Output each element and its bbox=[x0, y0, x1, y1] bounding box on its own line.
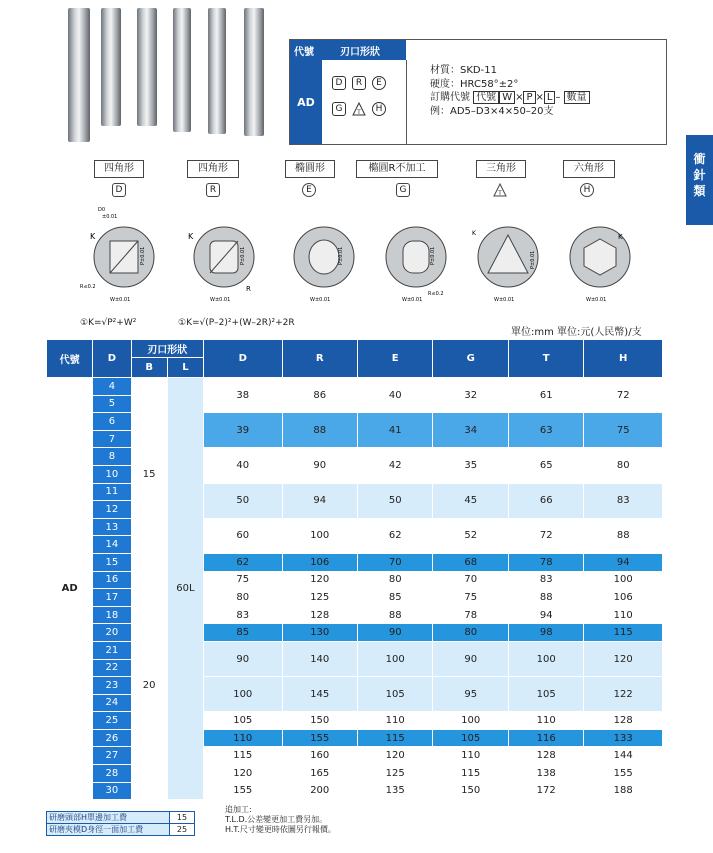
d-cell: 27 bbox=[93, 747, 131, 765]
price-cell-r: 165 bbox=[282, 765, 357, 783]
header-b: B bbox=[131, 358, 167, 378]
price-cell-r: 128 bbox=[282, 606, 357, 624]
price-cell-e: 85 bbox=[357, 589, 432, 607]
diagram-square-d bbox=[80, 205, 170, 310]
svg-text:T: T bbox=[498, 190, 502, 197]
price-cell-g: 45 bbox=[433, 483, 508, 518]
d-cell: 30 bbox=[93, 782, 131, 800]
price-cell-t: 94 bbox=[508, 606, 583, 624]
price-cell-h: 155 bbox=[584, 765, 663, 783]
d-cell: 14 bbox=[93, 536, 131, 554]
category-tab[interactable] bbox=[686, 135, 713, 225]
d-cell: 12 bbox=[93, 501, 131, 519]
diagram-ellipse-e bbox=[280, 205, 370, 310]
extra-processing-note: 追加工: T.L.D.公差變更加工費另加。 H.T.尺寸變更時依圖另行報價。 bbox=[225, 805, 336, 834]
header-col-h: H bbox=[584, 340, 663, 378]
price-cell-g: 115 bbox=[433, 765, 508, 783]
price-cell-d: 155 bbox=[204, 782, 283, 800]
price-cell-d: 83 bbox=[204, 606, 283, 624]
header-col-e: E bbox=[357, 340, 432, 378]
price-cell-r: 200 bbox=[282, 782, 357, 800]
price-cell-r: 155 bbox=[282, 729, 357, 747]
spec-details bbox=[430, 64, 590, 118]
price-cell-h: 106 bbox=[584, 589, 663, 607]
code-cell: AD bbox=[47, 378, 93, 800]
d-cell: 24 bbox=[93, 694, 131, 712]
header-code: 代號 bbox=[47, 340, 93, 378]
price-cell-d: 39 bbox=[204, 413, 283, 448]
units-note: 單位:mm 單位:元(人民幣)/支 bbox=[511, 327, 642, 338]
price-cell-h: 133 bbox=[584, 729, 663, 747]
price-cell-g: 80 bbox=[433, 624, 508, 642]
price-cell-g: 95 bbox=[433, 677, 508, 712]
svg-text:P±0.01: P±0.01 bbox=[140, 246, 146, 265]
price-cell-h: 88 bbox=[584, 518, 663, 553]
price-cell-h: 94 bbox=[584, 553, 663, 571]
price-cell-t: 78 bbox=[508, 553, 583, 571]
price-cell-e: 80 bbox=[357, 571, 432, 589]
svg-text:K: K bbox=[90, 232, 96, 241]
price-cell-t: 105 bbox=[508, 677, 583, 712]
svg-text:R≤0.2: R≤0.2 bbox=[80, 284, 96, 290]
shape-label-g: 橢圓R不加工 bbox=[356, 160, 438, 178]
price-cell-e: 100 bbox=[357, 641, 432, 676]
diagram-ellipse-g bbox=[372, 205, 462, 310]
example-text: 例：AD5–D3×4×50–20支 bbox=[430, 105, 554, 117]
shape-label-r: 四角形 bbox=[187, 160, 239, 178]
spec-box bbox=[289, 39, 667, 145]
svg-text:K: K bbox=[472, 230, 476, 237]
shape-sym-e: E bbox=[302, 183, 316, 197]
fee-label: 研磨夾模D身徑一面加工費 bbox=[47, 824, 170, 836]
price-cell-t: 83 bbox=[508, 571, 583, 589]
price-cell-e: 42 bbox=[357, 448, 432, 483]
price-cell-h: 80 bbox=[584, 448, 663, 483]
shape-sym-r: R bbox=[206, 183, 220, 197]
svg-text:±0.01: ±0.01 bbox=[102, 214, 118, 220]
price-cell-t: 116 bbox=[508, 729, 583, 747]
price-cell-g: 35 bbox=[433, 448, 508, 483]
fee-value: 15 bbox=[170, 812, 195, 824]
d-cell: 26 bbox=[93, 729, 131, 747]
price-cell-h: 100 bbox=[584, 571, 663, 589]
formula-2: ①K=√(P–2)²+(W–2R)²+2R bbox=[178, 318, 295, 328]
d-cell: 7 bbox=[93, 430, 131, 448]
price-cell-t: 63 bbox=[508, 413, 583, 448]
material-text: 材質：SKD-11 bbox=[430, 65, 497, 76]
d-cell: 23 bbox=[93, 677, 131, 695]
spec-code-header: 代號 bbox=[294, 47, 314, 58]
d-cell: 13 bbox=[93, 518, 131, 536]
price-cell-d: 85 bbox=[204, 624, 283, 642]
price-cell-t: 61 bbox=[508, 378, 583, 413]
shape-sym-t bbox=[493, 183, 505, 195]
price-cell-r: 145 bbox=[282, 677, 357, 712]
table-row bbox=[47, 378, 663, 396]
price-cell-g: 110 bbox=[433, 747, 508, 765]
price-cell-h: 83 bbox=[584, 483, 663, 518]
svg-text:P±0.01: P±0.01 bbox=[240, 246, 246, 265]
shape-label-t: 三角形 bbox=[476, 160, 526, 178]
fee-table bbox=[46, 811, 195, 836]
shape-g-icon: G bbox=[332, 102, 346, 116]
price-cell-t: 172 bbox=[508, 782, 583, 800]
svg-text:P±0.01: P±0.01 bbox=[530, 250, 536, 269]
header-col-d: D bbox=[204, 340, 283, 378]
price-cell-h: 72 bbox=[584, 378, 663, 413]
price-cell-e: 40 bbox=[357, 378, 432, 413]
price-cell-r: 120 bbox=[282, 571, 357, 589]
d-cell: 22 bbox=[93, 659, 131, 677]
price-cell-g: 105 bbox=[433, 729, 508, 747]
price-cell-t: 110 bbox=[508, 712, 583, 730]
header-col-r: R bbox=[282, 340, 357, 378]
d-cell: 25 bbox=[93, 712, 131, 730]
d-cell: 11 bbox=[93, 483, 131, 501]
fee-row bbox=[47, 812, 195, 824]
svg-text:R≤0.2: R≤0.2 bbox=[428, 291, 444, 297]
price-cell-d: 50 bbox=[204, 483, 283, 518]
header-col-t: T bbox=[508, 340, 583, 378]
header-shape: 刃口形狀 bbox=[131, 340, 203, 358]
b-cell: 20 bbox=[131, 571, 167, 800]
price-cell-t: 72 bbox=[508, 518, 583, 553]
d-cell: 10 bbox=[93, 465, 131, 483]
svg-text:W±0.01: W±0.01 bbox=[310, 297, 331, 303]
price-cell-r: 130 bbox=[282, 624, 357, 642]
price-cell-d: 80 bbox=[204, 589, 283, 607]
price-cell-d: 90 bbox=[204, 641, 283, 676]
header-l: L bbox=[167, 358, 203, 378]
price-cell-r: 90 bbox=[282, 448, 357, 483]
svg-text:K: K bbox=[618, 233, 623, 241]
b-cell: 15 bbox=[131, 378, 167, 572]
price-cell-d: 40 bbox=[204, 448, 283, 483]
price-cell-e: 115 bbox=[357, 729, 432, 747]
price-cell-t: 66 bbox=[508, 483, 583, 518]
shape-t-icon bbox=[352, 102, 364, 114]
d-cell: 17 bbox=[93, 589, 131, 607]
spec-code: AD bbox=[290, 60, 322, 144]
diagram-triangle-t bbox=[464, 205, 554, 310]
price-cell-t: 88 bbox=[508, 589, 583, 607]
svg-text:W±0.01: W±0.01 bbox=[110, 297, 131, 303]
price-cell-e: 135 bbox=[357, 782, 432, 800]
shape-label-h: 六角形 bbox=[563, 160, 615, 178]
price-cell-h: 122 bbox=[584, 677, 663, 712]
price-cell-g: 52 bbox=[433, 518, 508, 553]
price-cell-t: 100 bbox=[508, 641, 583, 676]
svg-text:P±0.01: P±0.01 bbox=[338, 246, 344, 265]
svg-text:W±0.01: W±0.01 bbox=[402, 297, 423, 303]
shape-d-icon: D bbox=[332, 76, 346, 90]
price-cell-h: 75 bbox=[584, 413, 663, 448]
d-cell: 28 bbox=[93, 765, 131, 783]
price-cell-r: 94 bbox=[282, 483, 357, 518]
table-row bbox=[47, 571, 663, 589]
price-cell-e: 90 bbox=[357, 624, 432, 642]
price-cell-t: 128 bbox=[508, 747, 583, 765]
price-cell-d: 120 bbox=[204, 765, 283, 783]
shape-label-e: 橢圓形 bbox=[285, 160, 335, 178]
price-cell-e: 62 bbox=[357, 518, 432, 553]
category-tab-label: 衝 針 類 bbox=[693, 152, 706, 198]
price-cell-d: 38 bbox=[204, 378, 283, 413]
svg-text:W±0.01: W±0.01 bbox=[210, 297, 231, 303]
price-cell-g: 34 bbox=[433, 413, 508, 448]
price-cell-t: 98 bbox=[508, 624, 583, 642]
header-d: D bbox=[93, 340, 131, 378]
price-cell-t: 138 bbox=[508, 765, 583, 783]
price-cell-r: 88 bbox=[282, 413, 357, 448]
price-cell-h: 144 bbox=[584, 747, 663, 765]
d-cell: 5 bbox=[93, 395, 131, 413]
price-cell-e: 110 bbox=[357, 712, 432, 730]
d-cell: 8 bbox=[93, 448, 131, 466]
spec-shape-header: 刃口形狀 bbox=[340, 47, 380, 58]
svg-text:T: T bbox=[357, 109, 361, 116]
d-cell: 21 bbox=[93, 641, 131, 659]
price-cell-r: 86 bbox=[282, 378, 357, 413]
price-cell-r: 100 bbox=[282, 518, 357, 553]
price-cell-r: 150 bbox=[282, 712, 357, 730]
price-cell-g: 75 bbox=[433, 589, 508, 607]
order-code: 訂購代號 代號 W × P × L – 數量 bbox=[430, 91, 590, 105]
price-cell-d: 115 bbox=[204, 747, 283, 765]
price-cell-d: 62 bbox=[204, 553, 283, 571]
price-cell-e: 50 bbox=[357, 483, 432, 518]
fee-label: 研磨頭部H單邊加工費 bbox=[47, 812, 170, 824]
spec-shape-symbols bbox=[322, 60, 407, 144]
formula-1: ①K=√P²+W² bbox=[80, 318, 137, 328]
price-cell-g: 78 bbox=[433, 606, 508, 624]
d-cell: 6 bbox=[93, 413, 131, 431]
price-cell-g: 32 bbox=[433, 378, 508, 413]
svg-text:R: R bbox=[246, 285, 251, 293]
d-cell: 4 bbox=[93, 378, 131, 396]
price-cell-e: 88 bbox=[357, 606, 432, 624]
price-cell-r: 140 bbox=[282, 641, 357, 676]
price-cell-d: 60 bbox=[204, 518, 283, 553]
diagram-hexagon-h bbox=[556, 205, 646, 310]
shape-sym-d: D bbox=[112, 183, 126, 197]
price-cell-r: 106 bbox=[282, 553, 357, 571]
shape-h-icon: H bbox=[372, 102, 386, 116]
price-table bbox=[46, 339, 663, 800]
shape-sym-h: H bbox=[580, 183, 594, 197]
fee-value: 25 bbox=[170, 824, 195, 836]
svg-text:W±0.01: W±0.01 bbox=[586, 297, 607, 303]
shape-e-icon: E bbox=[372, 76, 386, 90]
price-cell-g: 70 bbox=[433, 571, 508, 589]
price-cell-h: 120 bbox=[584, 641, 663, 676]
price-cell-h: 115 bbox=[584, 624, 663, 642]
fee-row bbox=[47, 824, 195, 836]
price-cell-g: 100 bbox=[433, 712, 508, 730]
price-cell-g: 90 bbox=[433, 641, 508, 676]
price-cell-r: 125 bbox=[282, 589, 357, 607]
svg-text:W±0.01: W±0.01 bbox=[494, 297, 515, 303]
shape-sym-g: G bbox=[396, 183, 410, 197]
price-cell-d: 105 bbox=[204, 712, 283, 730]
price-cell-h: 188 bbox=[584, 782, 663, 800]
price-cell-r: 160 bbox=[282, 747, 357, 765]
price-cell-e: 105 bbox=[357, 677, 432, 712]
price-cell-h: 110 bbox=[584, 606, 663, 624]
price-cell-e: 125 bbox=[357, 765, 432, 783]
price-cell-h: 128 bbox=[584, 712, 663, 730]
shape-label-d: 四角形 bbox=[94, 160, 144, 178]
price-cell-d: 75 bbox=[204, 571, 283, 589]
d-cell: 16 bbox=[93, 571, 131, 589]
svg-text:K: K bbox=[188, 232, 194, 241]
price-cell-e: 41 bbox=[357, 413, 432, 448]
price-cell-d: 110 bbox=[204, 729, 283, 747]
d-cell: 18 bbox=[93, 606, 131, 624]
price-cell-g: 150 bbox=[433, 782, 508, 800]
diagram-square-r bbox=[180, 205, 270, 310]
l-cell: 60L bbox=[167, 378, 203, 800]
price-cell-d: 100 bbox=[204, 677, 283, 712]
d-cell: 20 bbox=[93, 624, 131, 642]
price-cell-t: 65 bbox=[508, 448, 583, 483]
svg-text:D0: D0 bbox=[98, 207, 106, 213]
svg-text:P±0.01: P±0.01 bbox=[430, 246, 436, 265]
shape-r-icon: R bbox=[352, 76, 366, 90]
product-photo bbox=[60, 0, 275, 145]
price-cell-e: 70 bbox=[357, 553, 432, 571]
d-cell: 15 bbox=[93, 553, 131, 571]
hardness-text: 硬度：HRC58°±2° bbox=[430, 78, 519, 90]
price-cell-e: 120 bbox=[357, 747, 432, 765]
header-col-g: G bbox=[433, 340, 508, 378]
price-cell-g: 68 bbox=[433, 553, 508, 571]
